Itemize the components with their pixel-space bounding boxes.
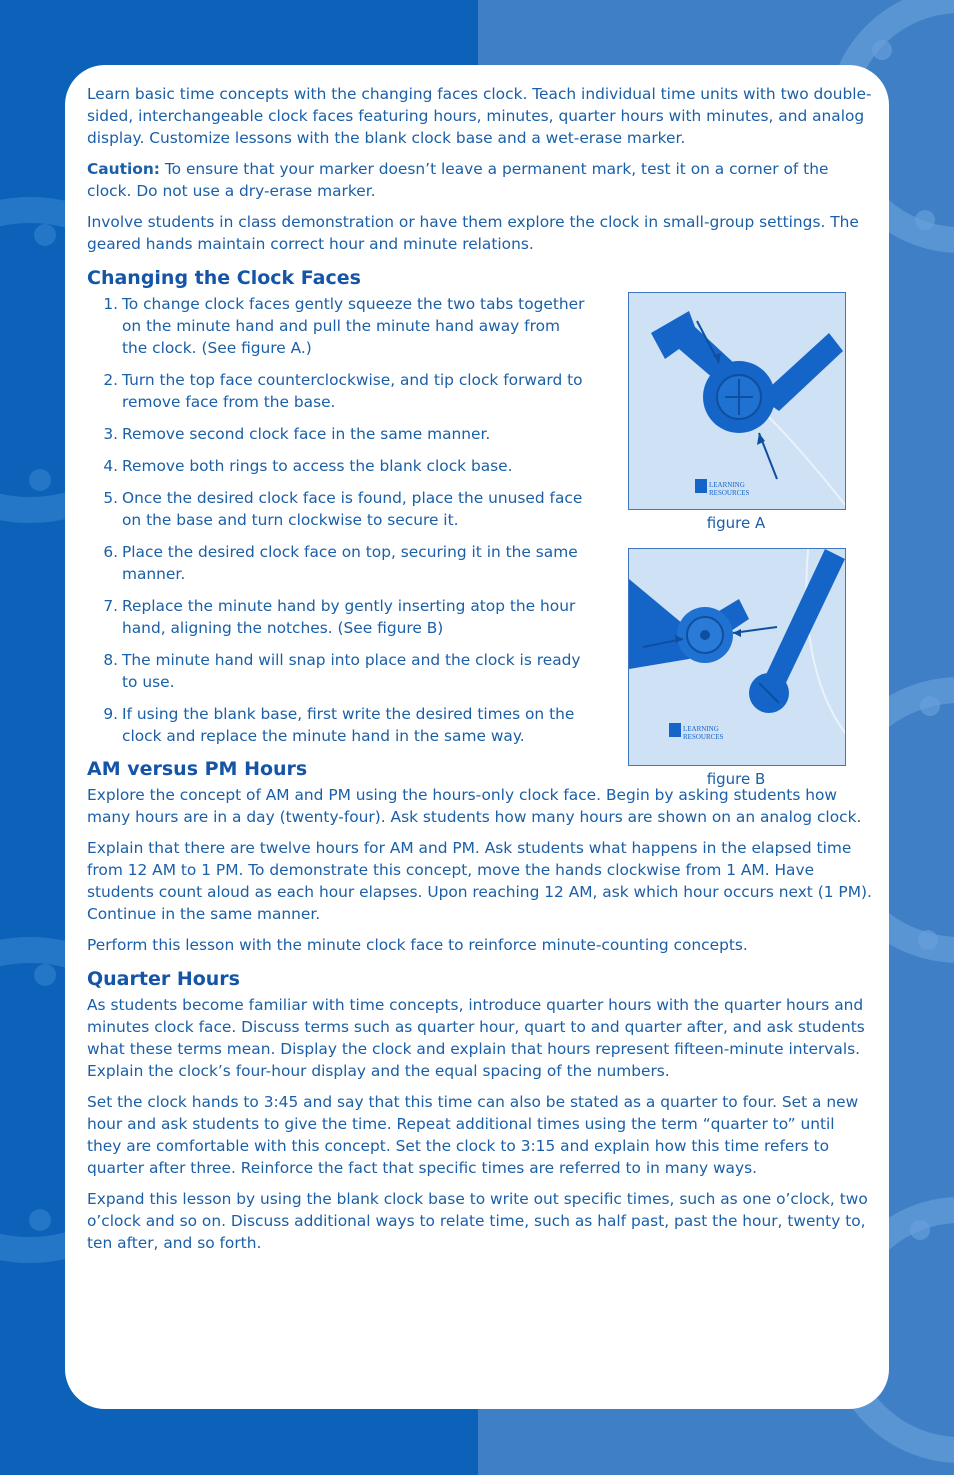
figure-b-brand-line2: RESOURCES — [683, 733, 724, 741]
step-number: 7. — [103, 597, 118, 615]
step-text: Remove both rings to access the blank clock base. — [122, 457, 513, 475]
step-number: 8. — [103, 651, 118, 669]
changing-faces-steps — [87, 293, 587, 747]
am-pm-heading: AM versus PM Hours — [87, 758, 308, 780]
content-card — [65, 65, 889, 1409]
figure-b-brand-line1: LEARNING — [683, 725, 719, 733]
figure-a-image — [628, 292, 846, 510]
quarter-paragraph-2: Set the clock hands to 3:45 and say that this time can also be stated as a quarter to four. Set a new hour and ask students to give the time. Repeat additional times using the term “quarter to” until they are comfortable with this concept. Set the clock to 3:15 and explain how this time refers to quarter after three. Reinforce the fact that specific times are referred to in many ways. — [87, 1093, 859, 1177]
step-item — [87, 703, 587, 747]
step-number: 1. — [103, 295, 118, 313]
step-text: Place the desired clock face on top, securing it in the same manner. — [122, 543, 578, 583]
am-pm-paragraph-2: Explain that there are twelve hours for AM and PM. Ask students what happens in the elapsed time from 12 AM to 1 PM. To demonstrate this concept, move the hands clockwise from 1 AM. Have students count aloud as each hour elapses. Upon reaching 12 AM, ask which hour occurs next (1 PM). Continue in the same manner. — [87, 839, 872, 923]
step-number: 6. — [103, 543, 118, 561]
step-text: Turn the top face counterclockwise, and tip clock forward to remove face from the base. — [122, 371, 583, 411]
step-item — [87, 541, 587, 585]
step-number: 5. — [103, 489, 118, 507]
figure-a-caption: figure A — [706, 514, 766, 532]
step-item — [87, 595, 587, 639]
step-text: If using the blank base, first write the desired times on the clock and replace the minute hand in the same way. — [122, 705, 575, 745]
step-item — [87, 293, 587, 359]
quarter-paragraph-1: As students become familiar with time concepts, introduce quarter hours with the quarter hours and minutes clock face. Discuss terms such as quarter hour, quart to and quarter after, and ask students what these terms mean. Display the clock and explain that hours represent fifteen-minute intervals. Explain the clock’s four-hour display and the equal spacing of the numbers. — [87, 996, 865, 1080]
changing-faces-heading: Changing the Clock Faces — [87, 267, 361, 289]
steps-list — [87, 293, 587, 747]
step-number: 3. — [103, 425, 118, 443]
am-pm-paragraph-3: Perform this lesson with the minute clock face to reinforce minute-counting concepts. — [87, 936, 748, 954]
caution-paragraph — [87, 158, 873, 202]
figure-a-brand-line2: RESOURCES — [709, 489, 750, 497]
step-item — [87, 423, 587, 445]
step-item — [87, 487, 587, 531]
intro-paragraph: Learn basic time concepts with the changing faces clock. Teach individual time units with two double-sided, interchangeable clock faces featuring hours, minutes, quarter hours with minutes, and analog display. Customize lessons with the blank clock base and a wet-erase marker. — [87, 85, 872, 147]
step-number: 9. — [103, 705, 118, 723]
step-text: Remove second clock face in the same manner. — [122, 425, 491, 443]
step-item — [87, 649, 587, 693]
step-text: Replace the minute hand by gently inserting atop the hour hand, aligning the notches. (See figure B) — [122, 597, 576, 637]
step-text: The minute hand will snap into place and the clock is ready to use. — [122, 651, 581, 691]
step-text: To change clock faces gently squeeze the two tabs together on the minute hand and pull the minute hand away from the clock. (See figure A.) — [122, 295, 585, 357]
quarter-hours-heading: Quarter Hours — [87, 968, 240, 990]
step-text: Once the desired clock face is found, place the unused face on the base and turn clockwise to secure it. — [122, 489, 583, 529]
quarter-paragraph-3: Expand this lesson by using the blank clock base to write out specific times, such as one o’clock, two o’clock and so on. Discuss additional ways to relate time, such as half past, past the hour, twenty to, ten after, and so forth. — [87, 1190, 868, 1252]
step-item — [87, 369, 587, 413]
figure-b-caption: figure B — [706, 770, 766, 788]
figure-a-brand-line1: LEARNING — [709, 481, 745, 489]
figure-b-image — [628, 548, 846, 766]
caution-text: To ensure that your marker doesn’t leave a permanent mark, test it on a corner of the clock. Do not use a dry-erase marker. — [87, 160, 829, 200]
step-number: 2. — [103, 371, 118, 389]
step-item — [87, 455, 587, 477]
caution-label: Caution: — [87, 160, 160, 178]
step-number: 4. — [103, 457, 118, 475]
involve-paragraph: Involve students in class demonstration or have them explore the clock in small-group settings. The geared hands maintain correct hour and minute relations. — [87, 213, 859, 253]
am-pm-paragraph-1: Explore the concept of AM and PM using the hours-only clock face. Begin by asking students how many hours are in a day (twenty-four). Ask students how many hours are shown on an analog clock. — [87, 786, 862, 826]
